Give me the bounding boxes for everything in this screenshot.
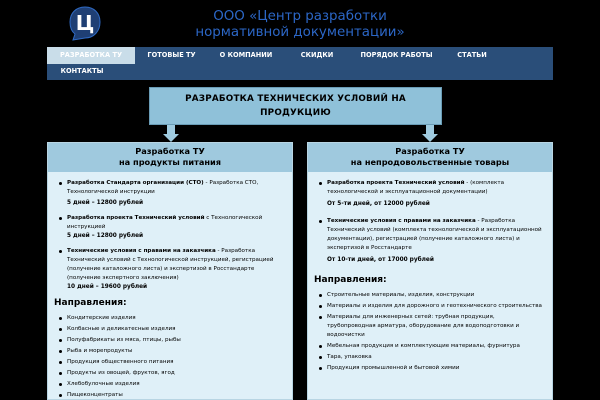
main-nav — [47, 47, 553, 80]
offer-desc: - Разработка СТО, Технологической инструкции — [67, 180, 259, 195]
nav-item-ready-tu[interactable] — [135, 47, 208, 64]
nav-item-about[interactable] — [208, 47, 284, 64]
offer-title: Разработка проекта Технический условий — [67, 215, 205, 221]
panel-title-line2: на непродовольственные товары — [350, 157, 510, 167]
direction-item: Материалы для инженерных сетей: трубная продукция, трубопроводная арматура, оборудование для водоподготовки и водоочистки — [318, 313, 544, 340]
offer-item — [318, 179, 544, 209]
nav-item-articles[interactable] — [443, 47, 501, 64]
offer-price: 10 дней – 19600 рублей — [67, 284, 148, 290]
directions-heading: Направления: — [314, 275, 387, 285]
panel-title-line2: на продукты питания — [119, 157, 221, 167]
offer-title: Технические условия с правами на заказчика — [67, 248, 216, 254]
arrow-down-icon — [422, 134, 438, 142]
panel-header — [308, 143, 552, 172]
offer-title: Разработка Стандарта организации (СТО) — [67, 180, 204, 186]
direction-item: Пищеконцентраты — [58, 391, 284, 400]
offer-item — [58, 214, 284, 241]
direction-item: Материалы и изделия для дорожного и геотехнического строительства — [318, 302, 544, 311]
nav-item-procedure[interactable] — [350, 47, 443, 64]
offer-price: 5 дней – 12800 рублей — [67, 200, 144, 206]
nav-item-label: О КОМПАНИИ — [219, 51, 273, 59]
offer-desc: - (комплекта технологической и эксплуатационной документации) — [327, 180, 505, 195]
panel-food-products — [47, 142, 293, 400]
offer-title: Разработка проекта Технический условий — [327, 180, 465, 186]
logo-icon — [67, 5, 103, 41]
directions-heading: Направления: — [54, 298, 127, 308]
site-title-line2: нормативной документации» — [195, 25, 405, 40]
offer-price: 5 дней – 12800 рублей — [67, 233, 144, 239]
offer-desc: - Разработка Технический условий с Технологической инструкцией, регистрацией (получение каталожного листа) и экспертизой в Росстандарте (получение экспертного заключения) — [67, 248, 274, 281]
logo-letter: Ц — [75, 11, 95, 35]
site-title — [190, 9, 410, 41]
nav-item-label: КОНТАКТЫ — [60, 67, 104, 75]
nav-item-discounts[interactable] — [284, 47, 350, 64]
offer-desc: с Технологической инструкцией — [67, 215, 263, 230]
offer-item — [58, 179, 284, 208]
panel-header — [48, 143, 292, 172]
nav-item-label: РАЗРАБОТКА ТУ — [59, 51, 123, 59]
offer-item — [58, 247, 284, 292]
direction-item: Строительные материалы, изделия, конструкции — [318, 291, 544, 300]
panel-title-line1: Разработка ТУ — [135, 146, 205, 156]
direction-item: Кондитерские изделия — [58, 314, 284, 323]
panel-non-food-products — [307, 142, 553, 400]
direction-item: Продукты из овощей, фруктов, ягод — [58, 369, 284, 378]
direction-item: Колбасные и деликатесные изделия — [58, 325, 284, 334]
offer-title: Технические условия с правами на заказчика — [327, 218, 476, 224]
nav-item-label: СТАТЬИ — [457, 51, 487, 59]
offer-price: От 5-ти дней, от 12000 рублей — [327, 201, 430, 207]
direction-item: Тара, упаковка — [318, 353, 544, 362]
direction-item: Мебельная продукция и комплектующие материалы, фурнитура — [318, 342, 544, 351]
panel-title-line1: Разработка ТУ — [395, 146, 465, 156]
direction-item: Продукция общественного питания — [58, 358, 284, 367]
direction-item: Рыба и морепродукты — [58, 347, 284, 356]
nav-item-contacts[interactable] — [47, 63, 117, 80]
nav-item-label: ПОРЯДОК РАБОТЫ — [360, 51, 433, 59]
nav-item-label: СКИДКИ — [300, 51, 334, 59]
banner-line1: РАЗРАБОТКА ТЕХНИЧЕСКИХ УСЛОВИЙ НА — [185, 94, 406, 104]
offer-price: От 10-ти дней, от 17000 рублей — [327, 257, 434, 263]
direction-item: Хлебобулочные изделия — [58, 380, 284, 389]
arrow-down-icon — [163, 134, 179, 142]
site-title-line1: ООО «Центр разработки — [213, 9, 387, 24]
banner-heading — [149, 87, 442, 125]
nav-item-label: ГОТОВЫЕ ТУ — [147, 51, 196, 59]
offer-item — [318, 217, 544, 265]
offer-desc: - Разработка Технический условий (комплекта технологической и эксплуатационной документации), регистрацией (получение каталожного листа) и экспертизой в Росстандарте — [327, 218, 542, 251]
company-logo[interactable] — [67, 5, 103, 41]
nav-item-development[interactable] — [47, 47, 135, 64]
direction-item: Полуфабрикаты из мяса, птицы, рыбы — [58, 336, 284, 345]
banner-line2: ПРОДУКЦИЮ — [260, 108, 331, 118]
direction-item: Продукция промышленной и бытовой химии — [318, 364, 544, 373]
